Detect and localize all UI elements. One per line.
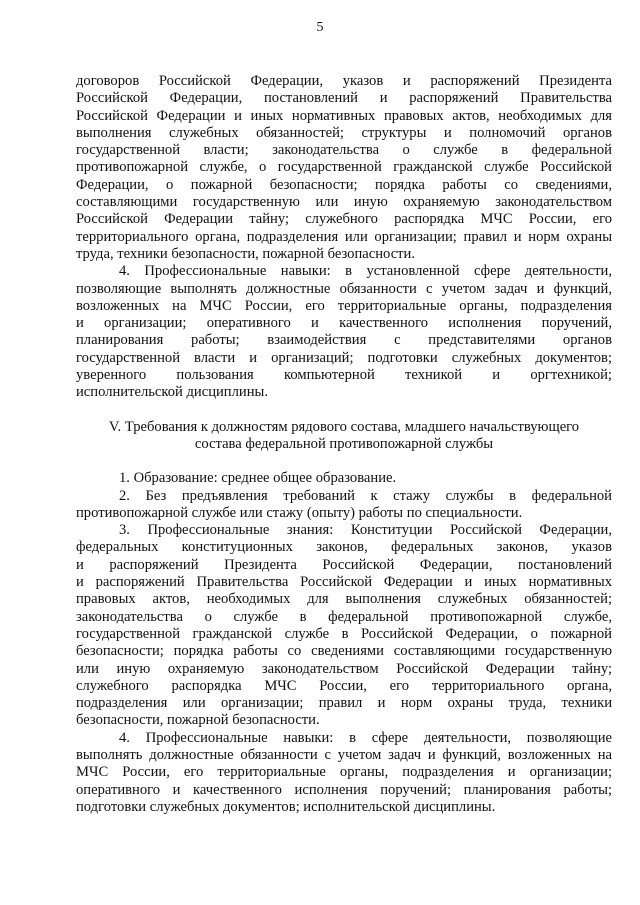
text-line: выполнять должностные обязанности с учетом задач и функций, возложенных на xyxy=(76,746,612,763)
paragraph-item-3-knowledge xyxy=(76,522,612,730)
text-line: противопожарной службе, о государственной гражданской службе Российской xyxy=(76,159,612,176)
text-line: возложенных на МЧС России, его территориальные органы, подразделения xyxy=(76,297,612,314)
document-body xyxy=(76,73,612,816)
text-line: государственной власти и организаций; подготовки служебных документов; xyxy=(76,349,612,366)
section-heading xyxy=(76,419,612,454)
text-line: составляющими государственную или иную охраняемую законодательством xyxy=(76,194,612,211)
paragraph-item-4-skills xyxy=(76,730,612,816)
text-line: безопасности; порядка работы со сведениями составляющими государственную xyxy=(76,643,612,660)
text-line: и распоряжений Президента Российской Федерации, постановлений xyxy=(76,556,612,573)
text-line: оперативного и качественного исполнения поручений; планирования работы; xyxy=(76,781,612,798)
text-line: труда, техники безопасности, пожарной безопасности. xyxy=(76,245,416,262)
paragraph-item-1-education xyxy=(76,470,612,487)
paragraph-item-2-experience xyxy=(76,488,612,523)
section-heading-line: V. Требования к должностям рядового состава, младшего начальствующего xyxy=(108,418,580,435)
text-line: МЧС России, его территориальные органы, подразделения и организации; xyxy=(76,764,612,781)
text-line: территориального органа, подразделения или организации; правил и норм охраны xyxy=(76,228,612,245)
text-line: 4. Профессиональные навыки: в сфере деятельности, позволяющие xyxy=(119,729,612,746)
text-line: и распоряжений Правительства Российской Федерации и иных нормативных xyxy=(76,574,612,591)
section-heading-line: состава федеральной противопожарной службы xyxy=(194,435,494,452)
text-line: Российской Федерации тайну; служебного распорядка МЧС России, его xyxy=(76,211,612,228)
text-line: 1. Образование: среднее общее образование. xyxy=(119,470,397,487)
text-line: Российской Федерации, постановлений и распоряжений Правительства xyxy=(76,90,612,107)
text-line: и организации; оперативного и качественного исполнения поручений, xyxy=(76,315,612,332)
text-line: подразделения или организации; правил и норм охраны труда, техники xyxy=(76,695,612,712)
page-number: 5 xyxy=(316,20,324,35)
text-line: государственной власти; законодательства о службе в федеральной xyxy=(76,142,612,159)
text-line: выполнения служебных обязанностей; структуры и полномочий органов xyxy=(76,124,612,141)
text-line: подготовки служебных документов; исполнительской дисциплины. xyxy=(76,798,496,815)
text-line: Российской Федерации и иных нормативных правовых актов, необходимых для xyxy=(76,107,612,124)
text-line: Федерации, о пожарной безопасности; порядка работы со сведениями, xyxy=(76,176,612,193)
paragraph-knowledge-continuation xyxy=(76,73,612,263)
text-line: договоров Российской Федерации, указов и распоряжений Президента xyxy=(76,73,612,89)
text-line: планирования работы; взаимодействия с представителями органов xyxy=(76,332,612,349)
text-line: противопожарной службе или стажу (опыту) работы по специальности. xyxy=(76,504,523,521)
text-line: исполнительской дисциплины. xyxy=(76,384,268,401)
text-line: безопасности, пожарной безопасности. xyxy=(76,712,320,729)
text-line: служебного распорядка МЧС России, его территориального органа, xyxy=(76,677,612,694)
text-line: государственной гражданской службе в Российской Федерации, о пожарной xyxy=(76,625,612,642)
text-line: или иную охраняемую законодательством Российской Федерации тайну; xyxy=(76,660,612,677)
text-line: федеральных конституционных законов, федеральных законов, указов xyxy=(76,539,612,556)
paragraph-skills-4 xyxy=(76,263,612,401)
text-line: правовых актов, необходимых для выполнения служебных обязанностей; xyxy=(76,591,612,608)
text-line: 4. Профессиональные навыки: в установленной сфере деятельности, xyxy=(119,263,612,280)
text-line: уверенного пользования компьютерной техникой и оргтехникой; xyxy=(76,367,612,384)
text-line: законодательства о службе в федеральной противопожарной службе, xyxy=(76,608,612,625)
text-line: позволяющие выполнять должностные обязанности с учетом задач и функций, xyxy=(76,280,612,297)
text-line: 3. Профессиональные знания: Конституции Российской Федерации, xyxy=(119,522,612,539)
text-line: 2. Без предъявления требований к стажу службы в федеральной xyxy=(119,487,612,504)
